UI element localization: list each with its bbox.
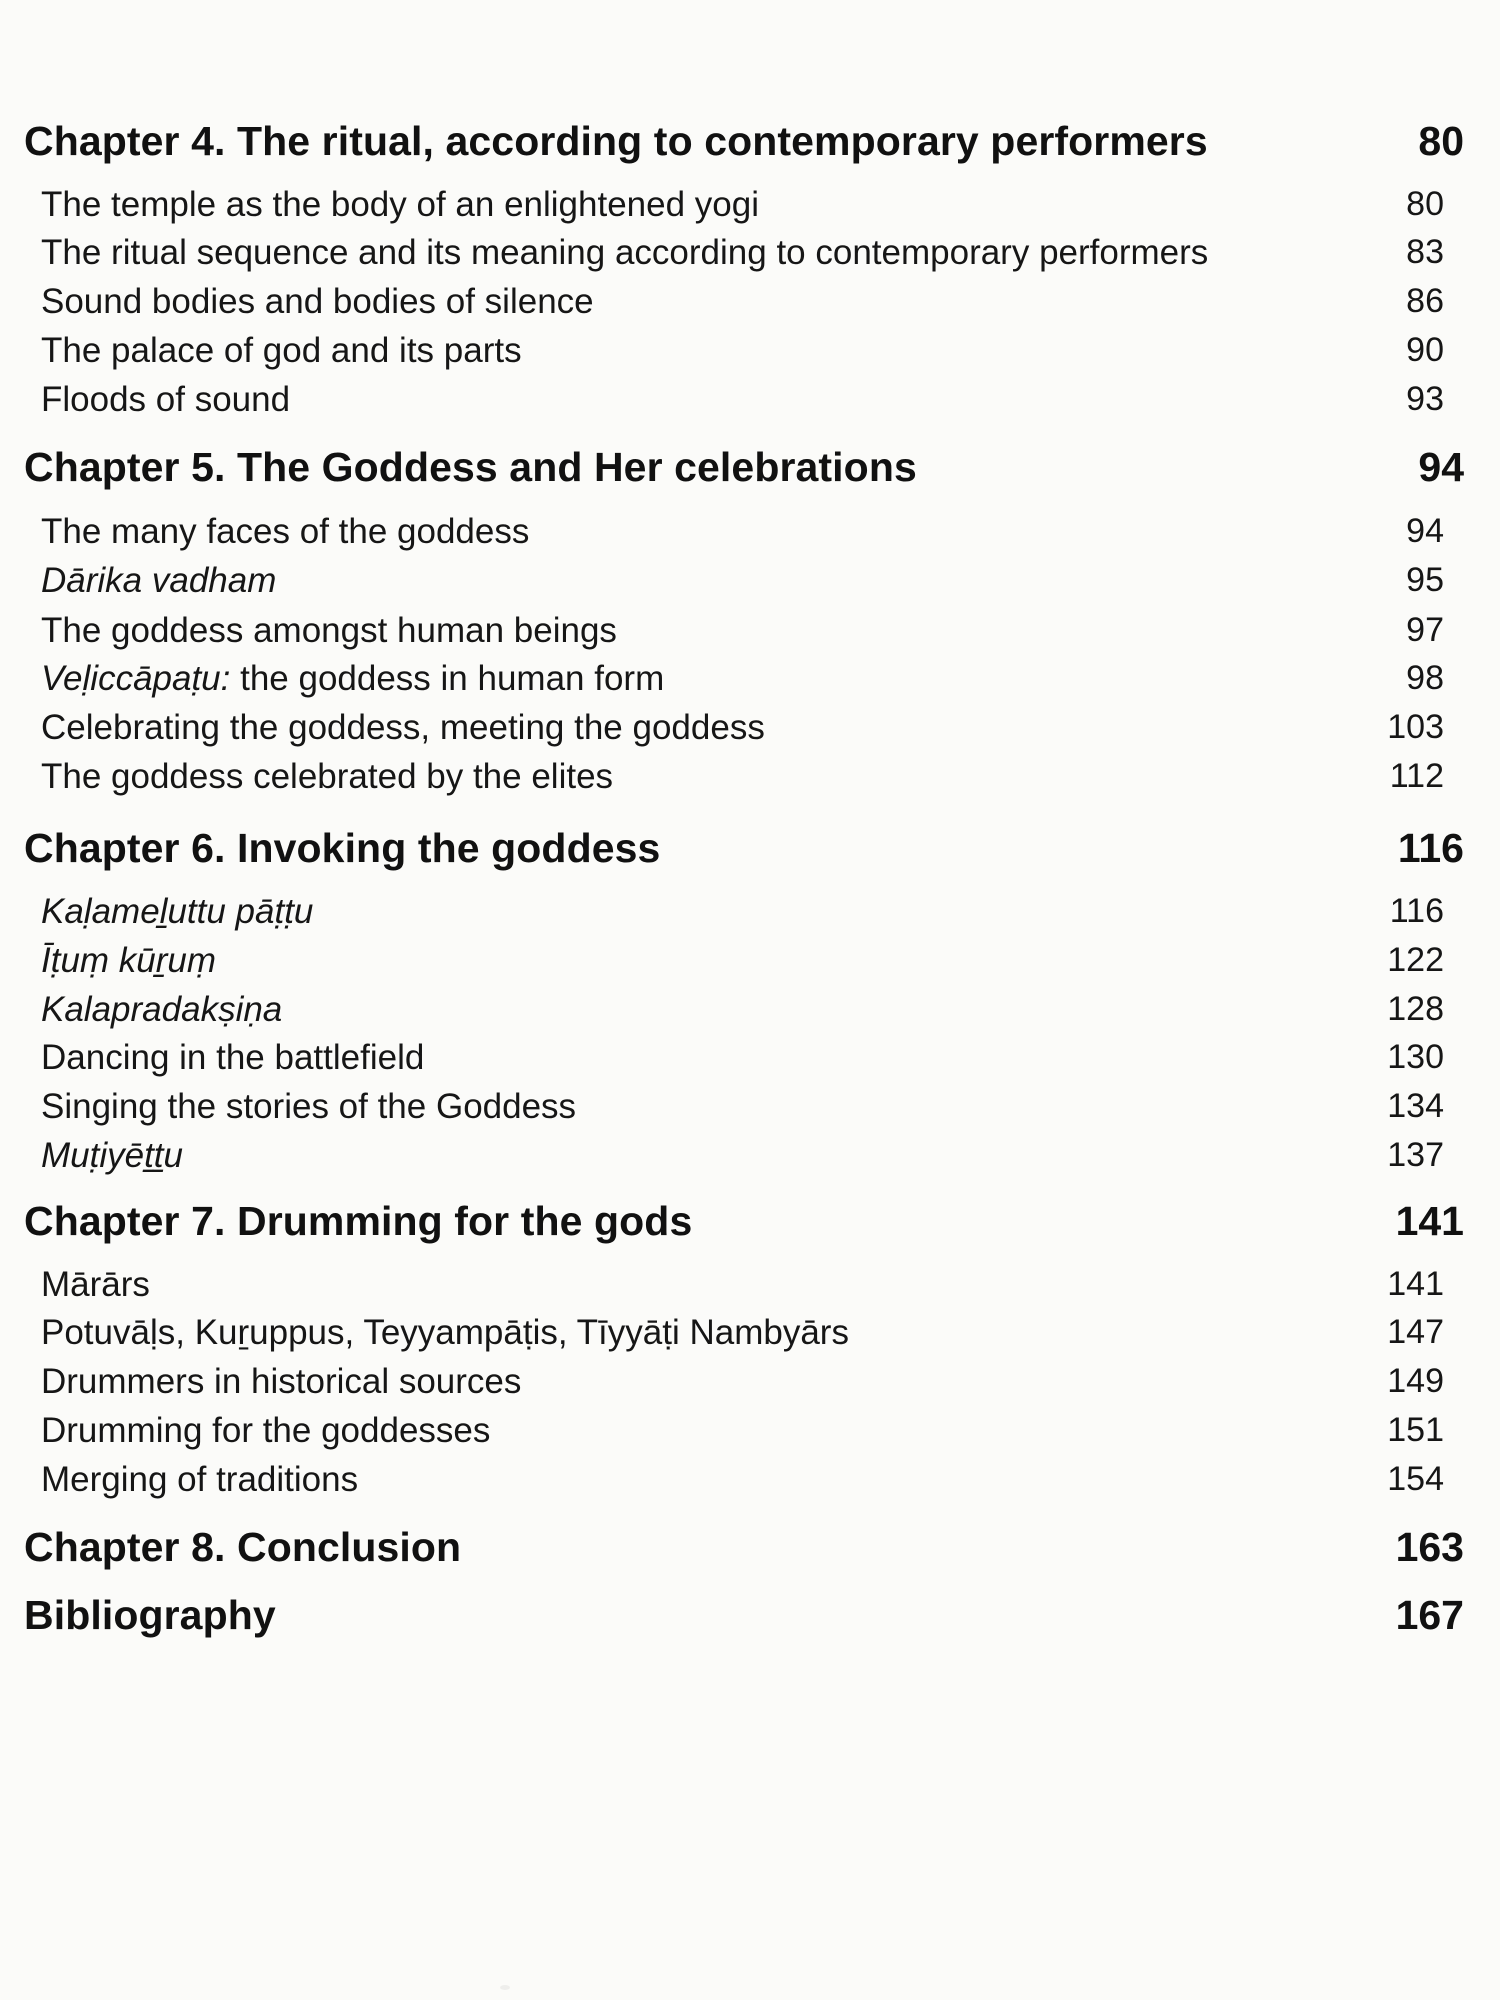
entry-page-number: 112 (1389, 757, 1444, 795)
toc-entry (24, 708, 1464, 754)
toc-entry (24, 282, 1464, 328)
entry-title: The palace of god and its parts (41, 331, 522, 370)
paper-speck (500, 1985, 510, 1990)
entry-page-number: 134 (1387, 1087, 1444, 1125)
chapter-title: Chapter 5. The Goddess and Her celebrations (24, 444, 917, 490)
entry-title-rest: the goddess in human form (230, 659, 665, 698)
toc-entry (24, 1038, 1464, 1084)
toc-entry (24, 561, 1464, 607)
entry-page-number: 154 (1387, 1460, 1444, 1498)
entry-page-number: 151 (1387, 1411, 1444, 1449)
chapter-page-number: 141 (1395, 1198, 1464, 1244)
toc-entry (24, 941, 1464, 987)
entry-title: Kaḷameḻuttu pāṭṭu (41, 892, 314, 931)
entry-page-number: 147 (1387, 1313, 1444, 1351)
chapter-title: Chapter 4. The ritual, according to contemporary performers (24, 118, 1208, 164)
toc-entry (24, 757, 1464, 803)
entry-page-number: 141 (1387, 1265, 1444, 1303)
toc-entry (24, 1087, 1464, 1133)
entry-title: Singing the stories of the Goddess (41, 1087, 577, 1126)
entry-title: The goddess amongst human beings (41, 611, 617, 650)
entry-title: Floods of sound (41, 380, 291, 419)
toc-entry (24, 233, 1464, 279)
chapter-title: Chapter 7. Drumming for the gods (24, 1198, 693, 1244)
entry-page-number: 149 (1387, 1362, 1444, 1400)
entry-title: Drumming for the goddesses (41, 1411, 491, 1450)
chapter-title: Chapter 8. Conclusion (24, 1524, 462, 1570)
toc-entry (24, 512, 1464, 558)
entry-page-number: 83 (1406, 233, 1444, 271)
entry-title-italic-part: Veḷiccāpaṭu: (41, 659, 231, 698)
entry-title (41, 659, 664, 699)
chapter-page-number: 167 (1395, 1592, 1464, 1638)
chapter-heading (24, 1592, 1464, 1652)
entry-title: Īṭuṃ kūṟuṃ (41, 941, 217, 980)
entry-title: Kalapradakṣiṇa (41, 990, 283, 1029)
entry-page-number: 130 (1387, 1038, 1444, 1076)
chapter-title: Chapter 6. Invoking the goddess (24, 825, 661, 871)
chapter-heading (24, 1198, 1464, 1258)
toc-entry (24, 1313, 1464, 1359)
entry-title: The ritual sequence and its meaning according to contemporary performers (41, 233, 1209, 272)
toc-entry (24, 380, 1464, 426)
toc-entry (24, 1362, 1464, 1408)
entry-page-number: 95 (1406, 561, 1444, 599)
toc-entry (24, 892, 1464, 938)
chapter-page-number: 116 (1397, 825, 1464, 871)
toc-entry (24, 1460, 1464, 1506)
entry-title: Sound bodies and bodies of silence (41, 282, 594, 321)
entry-title: Muṭiyēṯṯu (41, 1136, 183, 1175)
entry-title: The goddess celebrated by the elites (41, 757, 614, 796)
chapter-heading (24, 1524, 1464, 1584)
entry-title: The temple as the body of an enlightened yogi (41, 185, 759, 224)
entry-page-number: 90 (1406, 331, 1444, 369)
entry-page-number: 122 (1387, 941, 1444, 979)
entry-page-number: 137 (1387, 1136, 1444, 1174)
entry-page-number: 116 (1389, 892, 1444, 930)
chapter-heading (24, 444, 1464, 504)
toc-entry (24, 331, 1464, 377)
entry-title: Merging of traditions (41, 1460, 359, 1499)
entry-title: Dancing in the battlefield (41, 1038, 425, 1077)
chapter-heading (24, 118, 1464, 178)
entry-title: The many faces of the goddess (41, 512, 530, 551)
toc-entry (24, 1136, 1464, 1182)
entry-title: Dārika vadham (41, 561, 277, 600)
toc-entry (24, 185, 1464, 231)
chapter-page-number: 80 (1418, 118, 1464, 164)
entry-page-number: 97 (1406, 611, 1444, 649)
entry-page-number: 80 (1406, 185, 1444, 223)
entry-page-number: 94 (1406, 512, 1444, 550)
toc-entry (24, 1265, 1464, 1311)
chapter-heading (24, 825, 1464, 885)
entry-page-number: 128 (1387, 990, 1444, 1028)
toc-entry (24, 1411, 1464, 1457)
chapter-page-number: 163 (1395, 1524, 1464, 1570)
entry-title: Potuvāḷs, Kuṟuppus, Teyyampāṭis, Tīyyāṭi Nambyārs (41, 1313, 849, 1352)
toc-entry (24, 990, 1464, 1036)
toc-entry (24, 659, 1464, 705)
entry-title: Celebrating the goddess, meeting the goddess (41, 708, 765, 747)
toc-entry (24, 611, 1464, 657)
entry-page-number: 86 (1406, 282, 1444, 320)
entry-page-number: 103 (1387, 708, 1444, 746)
chapter-page-number: 94 (1418, 444, 1464, 490)
entry-page-number: 93 (1406, 380, 1444, 418)
entry-title: Mārārs (41, 1265, 150, 1304)
chapter-title: Bibliography (24, 1592, 276, 1638)
entry-title: Drummers in historical sources (41, 1362, 522, 1401)
entry-page-number: 98 (1406, 659, 1444, 697)
